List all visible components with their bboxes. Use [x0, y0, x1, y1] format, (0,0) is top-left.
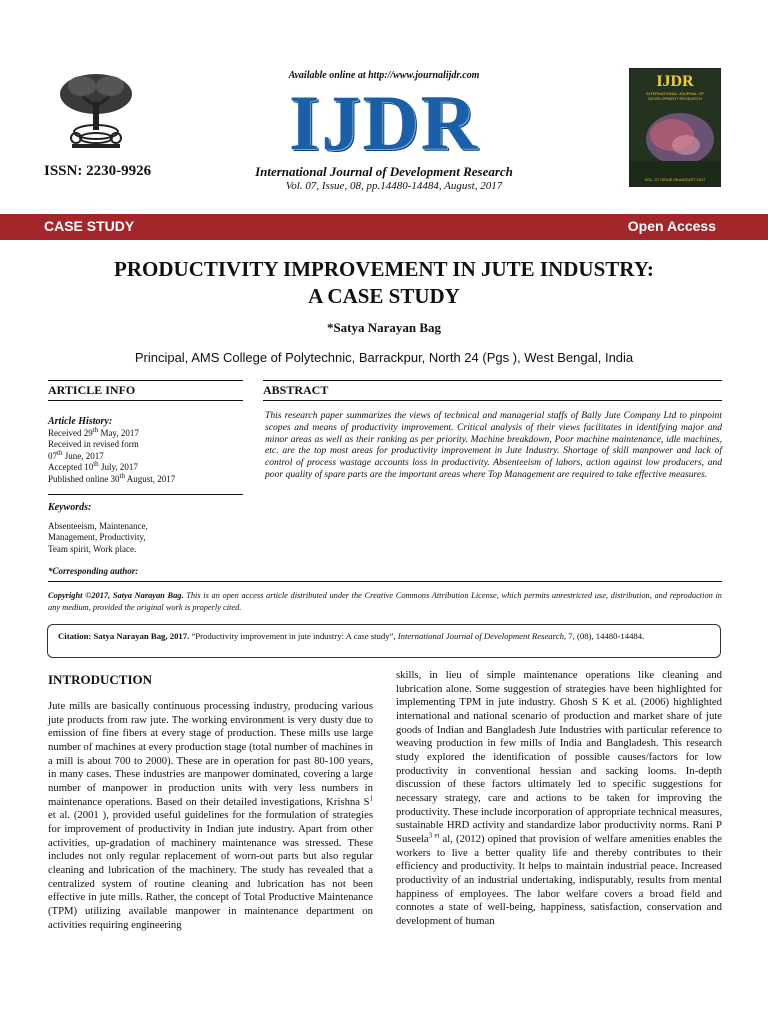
- author-name: *Satya Narayan Bag: [326, 320, 442, 335]
- author-affiliation: Principal, AMS College of Polytechnic, Barrackpur, North 24 (Pgs ), West Bengal, India: [134, 350, 634, 365]
- article-info-bottom-rule: [48, 400, 243, 401]
- corresponding-author-label: *Corresponding author:: [48, 566, 139, 576]
- copyright-notice: Copyright ©2017, Satya Narayan Bag. This is an open access article distributed under the Creative Commons Attribution License, which permits unrestricted use, distribution, and reproduction in any medium, provided the original work is properly cited.: [48, 591, 722, 612]
- keyword-line: Absenteeism, Maintenance,: [48, 520, 148, 531]
- keywords-block: [48, 502, 243, 555]
- keyword-line: Management, Productivity,: [48, 532, 146, 542]
- keywords-top-rule: [48, 494, 243, 495]
- cover-footer: VOL. 07 ISSUE 08 AUGUST 2017: [644, 177, 706, 182]
- info-bottom-rule: [48, 581, 722, 582]
- keyword-line: Team spirit, Work place.: [48, 543, 137, 554]
- article-info-heading: ARTICLE INFO: [48, 383, 136, 397]
- introduction-heading: INTRODUCTION: [48, 672, 153, 687]
- revised-label: Received in revised form: [48, 439, 139, 449]
- article-type-label: CASE STUDY: [44, 218, 135, 234]
- abstract-text: This research paper summarizes the views of technical and managerial staffs of Bally Jute Company Ltd to pinpoint scopes and means of productivity improvement. Critical analysis of their views facilitates in identifying major and minor areas as well as their ranking as per priority. Machine breakdown, Poor machine maintenance, idle machines, etc. are the top most areas for productivity improvement in Jute Industry. Shortage of skill manpower and lack of control of process wastage accounts loss in productivity. Absenteeism of labors, action against low producers, and poor quality of spare parts are the important areas where Top Management are required to take effective measures.: [265, 410, 722, 480]
- journal-cover-image: [629, 68, 721, 187]
- accepted-date: Accepted 10th July, 2017: [48, 460, 138, 472]
- abstract-heading: ABSTRACT: [263, 383, 329, 397]
- article-history: [48, 416, 243, 485]
- cover-subtitle: INTERNATIONAL JOURNAL OF DEVELOPMENT RESEARCH: [646, 91, 704, 101]
- citation-box: Citation: Satya Narayan Bag, 2017. “Productivity improvement in jute industry: A case study”, International Journal of Development Research, 7, (08), 14480-14484.: [47, 624, 721, 658]
- open-access-label: Open Access: [627, 218, 716, 234]
- available-online-link[interactable]: Available online at http://www.journalijdr.com: [288, 70, 480, 81]
- keywords-label: Keywords:: [48, 502, 92, 513]
- article-history-label: Article History:: [48, 416, 113, 427]
- article-type-band: [0, 214, 768, 240]
- issn-number: ISSN: 2230-9926: [44, 163, 152, 179]
- abstract-top-rule: [263, 380, 722, 381]
- published-date: Published online 30th August, 2017: [48, 471, 176, 484]
- article-info-top-rule: [48, 380, 243, 381]
- received-date: Received 29th May, 2017: [48, 425, 139, 438]
- volume-issue-line: Vol. 07, Issue, 08, pp.14480-14484, August, 2017: [285, 180, 503, 192]
- journal-name: International Journal of Development Research: [255, 164, 513, 179]
- citation-label: Citation: Satya Narayan Bag, 2017.: [58, 631, 190, 641]
- revised-date: 07th June, 2017: [48, 448, 104, 461]
- cover-title: IJDR: [656, 73, 694, 90]
- article-title: PRODUCTIVITY IMPROVEMENT IN JUTE INDUSTRY: A CASE STUDY: [114, 257, 654, 308]
- intro-left-column: Jute mills are basically continuous processing industry, producing various jute products from raw jute. The working environment is very dusty due to emission of fine fibers at every stage of production. These mills use large number of machines at every production stage (total number of machines in a mill is about 700 to 2000). These are in operation for past 80-100 years, in many cases. These industries are manpower dominated, covering a large number of manpower in production units with very less numbers in maintenance operations. Based on their detailed investigations, Krishna $S^1$ et al. (2001 ), provided useful guidelines for the formulation of strategies for improvement of productivity in Indian jute industry. Apart from other activities, up-gradation of machinery maintenance was stressed. These includes not only regular replacement of worn-out parts but also regular cleaning and lubrication of the machinery. The study has revealed that a centralized system of routine cleaning and lubrication has not been effective in jute mills. Rather, the concept of Total Productive Maintenance (TPM) utilizing available manpower in maintenance department on activities requiring engineering: [48, 700, 373, 931]
- abstract-bottom-rule: [263, 400, 722, 401]
- journal-brand-logo: IJDR: [288, 79, 479, 166]
- intro-right-column: skills, in lieu of simple maintenance operations like cleaning and lubrication alone. Some suggestion of strategies have been highlighted for implementing TPM in jute industry. Ghosh S K et al. (2006) highlighted international and national scenario of production and market share of jute goods of Indian and Bangladesh Jute Industries with particular reference to weaving production in few mills of India and Bangladesh. This research study explored the identification of possible causes/factors for low productivity in conventional hessian and sacking looms. In-depth discussion of these factors ultimately led to specific suggestions for necessary strategy, care and actions to be taken for improving the productivity. These include incorporation of appropriate technical measures, sustainable HRD activity and standardize labor productivity norms. Rani P Suseela$^{3 et}$ al, (2012) opined that provision of welfare amenities enables the workers to live a better quality life and thereby contributes to their efficiency and productivity. It helps to maintain industrial peace. Increased productivity of an industrial undertaking, indisputably, results from mental happiness of employees. The labor welfare covers a broad field and connotes a state of well-being, happiness, satisfaction, conservation and development of human: [396, 669, 722, 927]
